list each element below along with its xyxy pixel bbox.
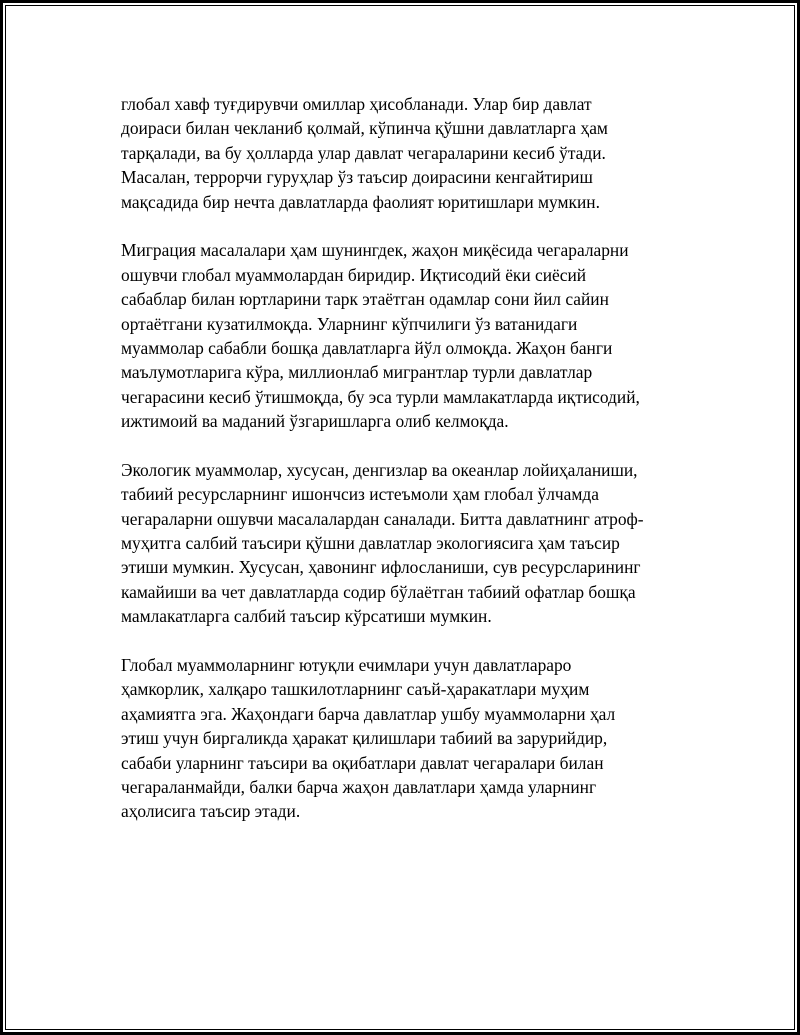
text-line: Глобал муаммоларнинг ютуқли ечимлари учун давлатлараро bbox=[121, 654, 572, 675]
text-line: ҳамкорлик, халқаро ташкилотларнинг саъй-ҳаракатлари муҳим bbox=[121, 679, 590, 700]
text-line: аҳолисига таъсир этади. bbox=[121, 801, 301, 822]
paragraph-1 bbox=[121, 92, 701, 214]
paragraph-4 bbox=[121, 653, 701, 824]
text-line: чегарасини кесиб ўтишмоқда, бу эса турли мамлакатларда иқтисодий, bbox=[121, 386, 640, 407]
text-line: тарқалади, ва бу ҳолларда улар давлат чегараларини кесиб ўтади. bbox=[121, 142, 606, 163]
text-line: сабаблар билан юртларини тарк этаётган одамлар сони йил сайин bbox=[121, 289, 609, 310]
text-line: чегараланмайди, балки барча жаҳон давлатлари ҳамда уларнинг bbox=[121, 776, 597, 797]
text-line: аҳамиятга эга. Жаҳондаги барча давлатлар ушбу муаммоларни ҳал bbox=[121, 703, 616, 724]
text-line: мақсадида бир нечта давлатларда фаолият юритишлари мумкин. bbox=[121, 191, 600, 212]
paragraph-3 bbox=[121, 458, 701, 629]
text-line: ижтимоий ва маданий ўзгаришларга олиб келмоқда. bbox=[121, 411, 509, 432]
text-line: камайиши ва чет давлатларда содир бўлаётган табиий офатлар бошқа bbox=[121, 581, 636, 602]
text-line: Масалан, террорчи гуруҳлар ўз таъсир доирасини кенгайтириш bbox=[121, 167, 593, 188]
text-line: этиши мумкин. Хусусан, ҳавонинг ифлосланиши, сув ресурсларининг bbox=[121, 557, 641, 578]
text-line: ошувчи глобал муаммолардан биридир. Иқтисодий ёки сиёсий bbox=[121, 264, 587, 285]
text-line: мамлакатларга салбий таъсир кўрсатиши мумкин. bbox=[121, 606, 492, 627]
text-line: Экологик муаммолар, хусусан, денгизлар ва океанлар лойиҳаланиши, bbox=[121, 459, 638, 480]
text-line: глобал хавф туғдирувчи омиллар ҳисобланади. Улар бир давлат bbox=[121, 94, 592, 114]
text-line: этиш учун биргаликда ҳаракат қилишлари табиий ва зарурийдир, bbox=[121, 728, 608, 749]
text-line: табиий ресурсларнинг ишончсиз истеъмоли ҳам глобал ўлчамда bbox=[121, 484, 599, 505]
text-line: чегараларни ошувчи масалалардан саналади. Битта давлатнинг атроф- bbox=[121, 508, 644, 529]
text-line: маълумотларига кўра, миллионлаб мигрантлар турли давлатлар bbox=[121, 362, 593, 383]
text-line: муҳитга салбий таъсири қўшни давлатлар экологиясига ҳам таъсир bbox=[121, 533, 620, 554]
document-body bbox=[121, 92, 701, 848]
text-line: ортаётгани кузатилмоқда. Уларнинг кўпчилиги ўз ватанидаги bbox=[121, 313, 578, 334]
text-line: доираси билан чекланиб қолмай, кўпинча қўшни давлатларга ҳам bbox=[121, 118, 608, 139]
text-line: муаммолар сабабли бошқа давлатларга йўл олмоқда. Жаҳон банги bbox=[121, 337, 613, 358]
text-line: Миграция масалалари ҳам шунингдек, жаҳон миқёсида чегараларни bbox=[121, 240, 629, 261]
text-line: сабаби уларнинг таъсири ва оқибатлари давлат чегаралари билан bbox=[121, 752, 604, 773]
paragraph-2 bbox=[121, 238, 701, 433]
